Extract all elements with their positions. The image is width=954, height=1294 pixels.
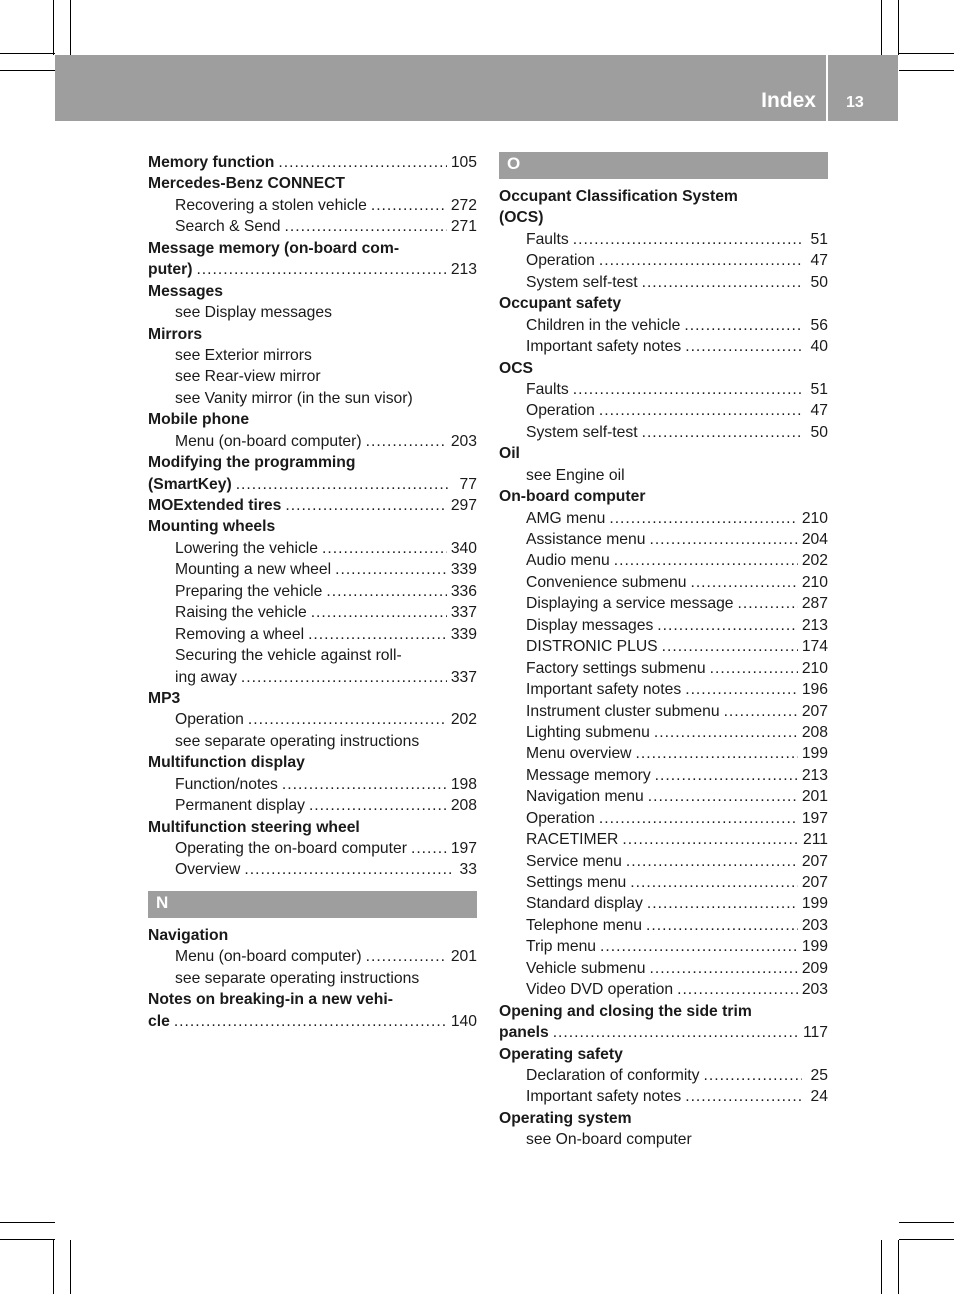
entry-label: Declaration of conformity [526, 1066, 700, 1084]
index-reference: Securing the vehicle against roll- [175, 647, 402, 665]
dot-leader [248, 709, 447, 730]
entry-label: Instrument cluster submenu [526, 702, 720, 720]
entry-label: Vehicle submenu [526, 959, 646, 977]
entry-label: Operation [526, 809, 595, 827]
entry-label: Lighting submenu [526, 723, 650, 741]
page-reference[interactable]: 203 [801, 916, 828, 934]
index-column-right [499, 152, 828, 1151]
index-subentry [499, 550, 828, 571]
entry-label: Standard display [526, 895, 643, 913]
entry-label: Operation [526, 402, 595, 420]
dot-leader [599, 400, 802, 421]
page-reference[interactable]: 197 [801, 809, 828, 827]
dot-leader [196, 259, 446, 280]
dot-leader [285, 495, 446, 516]
page-reference[interactable]: 56 [810, 316, 828, 334]
index-heading: Multifunction steering wheel [148, 818, 360, 836]
dot-leader [241, 667, 447, 688]
index-reference: see Rear-view mirror [175, 368, 321, 386]
dot-leader [573, 229, 802, 250]
page-reference[interactable]: 25 [810, 1066, 828, 1084]
entry-label: Important safety notes [526, 338, 682, 356]
header-divider [826, 55, 828, 121]
page-reference[interactable]: 203 [801, 981, 828, 999]
entry-label: Settings menu [526, 874, 627, 891]
page-reference[interactable]: 47 [810, 402, 828, 420]
entry-label: Operation [526, 252, 595, 270]
entry-label: Operation [175, 711, 244, 729]
entry-label: System self-test [526, 423, 638, 441]
dot-leader [654, 722, 798, 743]
index-subentry [148, 795, 477, 816]
dot-leader [685, 1086, 802, 1107]
page-reference[interactable]: 213 [801, 766, 828, 784]
entry-label: Navigation menu [526, 788, 644, 806]
page-reference[interactable]: 207 [801, 874, 828, 891]
page-reference[interactable]: 202 [450, 711, 477, 729]
dot-leader [285, 216, 447, 237]
letter-heading-o: O [499, 152, 828, 179]
entry-label: ing away [175, 668, 237, 686]
page-reference[interactable]: 340 [450, 539, 477, 557]
dot-leader [642, 422, 802, 443]
letter-heading-n: N [148, 891, 477, 918]
page-reference[interactable]: 203 [450, 432, 477, 450]
page-reference[interactable]: 174 [801, 638, 828, 656]
index-reference: see On-board computer [526, 1131, 692, 1149]
dot-leader [690, 572, 797, 593]
index-column-left [148, 152, 477, 1032]
index-heading: Navigation [148, 926, 229, 944]
dot-leader [411, 838, 447, 859]
page-header [55, 55, 898, 121]
entry-label: Recovering a stolen vehicle [175, 196, 367, 214]
index-subentry [499, 936, 828, 957]
page-reference[interactable]: 336 [450, 582, 477, 600]
page-reference[interactable]: 140 [450, 1012, 477, 1030]
index-heading: Occupant safety [499, 295, 622, 313]
index-heading: Operating safety [499, 1045, 623, 1063]
entry-label: AMG menu [526, 509, 606, 527]
dot-leader [308, 624, 447, 645]
dot-leader [326, 581, 446, 602]
entry-label: Overview [175, 861, 241, 879]
index-subentry [148, 624, 477, 645]
dot-leader [647, 893, 798, 914]
index-subentry [499, 1065, 828, 1086]
index-reference: see Exterior mirrors [175, 346, 312, 364]
page-reference[interactable]: 33 [459, 861, 477, 879]
index-reference: see separate operating instructions [175, 969, 420, 987]
page-reference[interactable]: 47 [810, 252, 828, 270]
dot-leader [655, 765, 798, 786]
dot-leader [677, 979, 798, 1000]
index-subentry [499, 593, 828, 614]
index-heading: Multifunction display [148, 754, 305, 772]
page-reference[interactable]: 197 [450, 840, 477, 857]
page-reference[interactable]: 51 [810, 230, 828, 248]
index-subentry [499, 829, 828, 850]
entry-label: Display messages [526, 616, 654, 634]
entry-label: Video DVD operation [526, 981, 674, 999]
index-heading: Mounting wheels [148, 518, 276, 536]
entry-label: Function/notes [175, 775, 278, 793]
entry-label: Raising the vehicle [175, 604, 307, 622]
page-reference[interactable]: 209 [801, 959, 828, 977]
entry-label: Preparing the vehicle [175, 582, 323, 600]
index-heading: Occupant Classification System [499, 188, 738, 205]
index-subentry [499, 722, 828, 743]
index-heading: Mobile phone [148, 411, 250, 429]
entry-label: Faults [526, 230, 569, 248]
index-subentry [499, 808, 828, 829]
index-subentry [148, 946, 477, 967]
index-subentry [499, 915, 828, 936]
index-subentry [499, 786, 828, 807]
page-reference[interactable]: 50 [810, 423, 828, 441]
entry-label: puter) [148, 261, 193, 279]
index-heading: Messages [148, 282, 223, 300]
page-reference[interactable]: 339 [450, 625, 477, 643]
page-reference[interactable]: 272 [450, 196, 477, 214]
entry-label: Convenience submenu [526, 573, 687, 591]
index-subentry [148, 216, 477, 237]
dot-leader [724, 701, 798, 722]
index-entry [148, 1011, 477, 1032]
dot-leader [622, 829, 799, 850]
crop-mark [53, 1240, 54, 1294]
entry-label: Audio menu [526, 552, 610, 570]
dot-leader [649, 958, 797, 979]
page-reference[interactable]: 210 [801, 573, 828, 591]
entry-label: Menu overview [526, 745, 632, 763]
crop-mark [0, 70, 55, 71]
page-reference[interactable]: 204 [801, 531, 828, 548]
entry-label: System self-test [526, 273, 638, 291]
dot-leader [244, 859, 451, 880]
dot-leader [282, 774, 447, 795]
page-reference[interactable]: 50 [810, 273, 828, 291]
page-reference[interactable]: 40 [810, 338, 828, 356]
page-reference[interactable]: 337 [450, 668, 477, 686]
entry-label: Mounting a new wheel [175, 561, 332, 579]
dot-leader [366, 431, 447, 452]
dot-leader [642, 272, 802, 293]
entry-label: panels [499, 1024, 549, 1042]
entry-label: Assistance menu [526, 531, 646, 548]
dot-leader [311, 602, 447, 623]
index-subentry [499, 508, 828, 529]
dot-leader [636, 743, 798, 764]
index-subentry [499, 615, 828, 636]
page-reference[interactable]: 51 [810, 380, 828, 398]
dot-leader [648, 786, 798, 807]
index-entry [148, 474, 477, 495]
entry-label: Trip menu [526, 938, 597, 956]
dot-leader [646, 915, 798, 936]
index-heading: Message memory (on-board com- [148, 239, 400, 257]
page-reference[interactable]: 196 [801, 681, 828, 699]
index-subentry [499, 872, 828, 893]
dot-leader [649, 529, 797, 550]
index-group-o [499, 186, 828, 1151]
entry-label: Telephone menu [526, 916, 643, 934]
page-reference[interactable]: 210 [801, 509, 828, 527]
entry-label: Faults [526, 380, 569, 398]
index-heading: On-board computer [499, 488, 646, 506]
index-subentry [148, 581, 477, 602]
index-subentry [499, 765, 828, 786]
index-subentry [499, 422, 828, 443]
index-subentry [499, 679, 828, 700]
page-reference[interactable]: 201 [450, 948, 477, 966]
page-reference[interactable]: 339 [450, 561, 477, 579]
crop-mark [899, 53, 954, 54]
index-subentry [499, 272, 828, 293]
dot-leader [600, 936, 798, 957]
index-subentry [499, 1086, 828, 1107]
crop-mark [899, 1239, 954, 1240]
crop-mark [70, 0, 71, 55]
index-heading: Modifying the programming [148, 454, 356, 472]
crop-mark [0, 1239, 55, 1240]
entry-label: Important safety notes [526, 681, 682, 699]
dot-leader [371, 195, 447, 216]
dot-leader [322, 538, 447, 559]
index-subentry [148, 667, 477, 688]
entry-label: Factory settings submenu [526, 659, 706, 677]
crop-mark [898, 1240, 899, 1294]
index-subentry [499, 400, 828, 421]
index-entry [148, 152, 477, 173]
crop-mark [881, 0, 882, 55]
index-entry [499, 1022, 828, 1043]
index-heading: Mercedes-Benz CONNECT [148, 175, 346, 193]
index-subentry [499, 851, 828, 872]
index-heading: Operating system [499, 1109, 632, 1127]
index-entry [148, 259, 477, 280]
crop-mark [53, 0, 54, 55]
index-group-n [148, 925, 477, 1032]
entry-label: Important safety notes [526, 1088, 682, 1106]
dot-leader [738, 593, 798, 614]
index-subentry [499, 529, 828, 550]
index-reference: see Vanity mirror (in the sun visor) [175, 389, 413, 407]
dot-leader [685, 336, 802, 357]
dot-leader [710, 658, 798, 679]
index-heading: Notes on breaking-in a new vehi- [148, 991, 393, 1009]
index-heading: MP3 [148, 689, 181, 707]
index-heading: Mirrors [148, 325, 203, 343]
page-reference[interactable]: 207 [801, 702, 828, 720]
dot-leader [626, 851, 798, 872]
index-subentry [148, 559, 477, 580]
index-subentry [499, 658, 828, 679]
dot-leader [553, 1022, 799, 1043]
entry-label: cle [148, 1012, 170, 1030]
page-reference[interactable]: 24 [810, 1088, 828, 1106]
index-subentry [148, 859, 477, 880]
entry-label: Memory function [148, 154, 275, 171]
index-heading: Opening and closing the side trim [499, 1002, 752, 1020]
dot-leader [657, 615, 798, 636]
entry-label: Menu (on-board computer) [175, 948, 362, 966]
entry-label: Message memory [526, 766, 651, 784]
page-reference[interactable]: 271 [450, 218, 477, 236]
entry-label: Service menu [526, 852, 622, 870]
entry-label: RACETIMER [526, 831, 619, 849]
index-subentry [499, 572, 828, 593]
dot-leader [704, 1065, 802, 1086]
index-subentry [499, 636, 828, 657]
entry-label: Permanent display [175, 797, 305, 815]
page-reference[interactable]: 198 [450, 775, 477, 793]
entry-label: Children in the vehicle [526, 316, 681, 334]
crop-mark [0, 1222, 55, 1223]
dot-leader [662, 636, 798, 657]
page-reference[interactable]: 297 [450, 497, 477, 514]
index-subentry [499, 315, 828, 336]
index-subentry [499, 379, 828, 400]
index-subentry [148, 602, 477, 623]
index-heading: (OCS) [499, 209, 544, 227]
entry-label: Search & Send [175, 218, 281, 236]
crop-mark [0, 53, 55, 54]
crop-mark [899, 1222, 954, 1223]
index-subentry [499, 250, 828, 271]
page-reference[interactable]: 213 [801, 616, 828, 634]
crop-mark [898, 0, 899, 55]
page-title: Index [761, 89, 816, 112]
index-subentry [499, 336, 828, 357]
index-subentry [148, 709, 477, 730]
entry-label: DISTRONIC PLUS [526, 638, 658, 656]
index-subentry [499, 229, 828, 250]
crop-mark [899, 70, 954, 71]
page-reference[interactable]: 201 [801, 788, 828, 806]
index-heading: OCS [499, 359, 533, 377]
page-reference[interactable]: 199 [801, 745, 828, 763]
dot-leader [309, 795, 447, 816]
page-reference[interactable]: 199 [801, 938, 828, 956]
page-reference[interactable]: 105 [450, 154, 477, 171]
index-subentry [148, 838, 477, 859]
dot-leader [599, 250, 802, 271]
entry-label: Lowering the vehicle [175, 539, 319, 557]
entry-label: (SmartKey) [148, 475, 232, 493]
page-reference[interactable]: 213 [450, 261, 477, 279]
entry-label: Operating the on-board computer [175, 840, 407, 857]
entry-label: MOExtended tires [148, 497, 282, 514]
entry-label: Menu (on-board computer) [175, 432, 362, 450]
index-subentry [148, 538, 477, 559]
dot-leader [366, 946, 447, 967]
dot-leader [573, 379, 802, 400]
dot-leader [685, 679, 798, 700]
index-subentry [148, 195, 477, 216]
entry-label: Displaying a service message [526, 595, 734, 613]
crop-mark [70, 1240, 71, 1294]
dot-leader [335, 559, 447, 580]
index-group-m [148, 152, 477, 881]
page-reference[interactable]: 207 [801, 852, 828, 870]
dot-leader [599, 808, 798, 829]
page-reference[interactable]: 199 [801, 895, 828, 913]
page-number: 13 [846, 94, 864, 111]
dot-leader [614, 550, 798, 571]
index-reference: see separate operating instructions [175, 732, 420, 750]
index-heading: Oil [499, 445, 520, 463]
dot-leader [684, 315, 802, 336]
index-subentry [148, 431, 477, 452]
index-entry [148, 495, 477, 516]
page-reference[interactable]: 202 [801, 552, 828, 570]
index-subentry [499, 958, 828, 979]
dot-leader [236, 474, 451, 495]
index-subentry [499, 701, 828, 722]
page-reference[interactable]: 117 [802, 1024, 828, 1042]
page-reference[interactable]: 208 [450, 797, 477, 815]
index-subentry [499, 979, 828, 1000]
page-reference[interactable]: 287 [801, 595, 828, 613]
index-reference: see Engine oil [526, 466, 625, 484]
dot-leader [174, 1011, 447, 1032]
entry-label: Removing a wheel [175, 625, 305, 643]
page-reference[interactable]: 208 [801, 723, 828, 741]
page-reference[interactable]: 211 [802, 831, 828, 849]
page-reference[interactable]: 337 [450, 604, 477, 622]
page-reference[interactable]: 77 [459, 475, 477, 493]
index-subentry [499, 743, 828, 764]
index-subentry [148, 774, 477, 795]
dot-leader [609, 508, 797, 529]
dot-leader [278, 152, 446, 173]
dot-leader [630, 872, 798, 893]
page-reference[interactable]: 210 [801, 659, 828, 677]
index-subentry [499, 893, 828, 914]
crop-mark [881, 1240, 882, 1294]
index-reference: see Display messages [175, 304, 332, 322]
